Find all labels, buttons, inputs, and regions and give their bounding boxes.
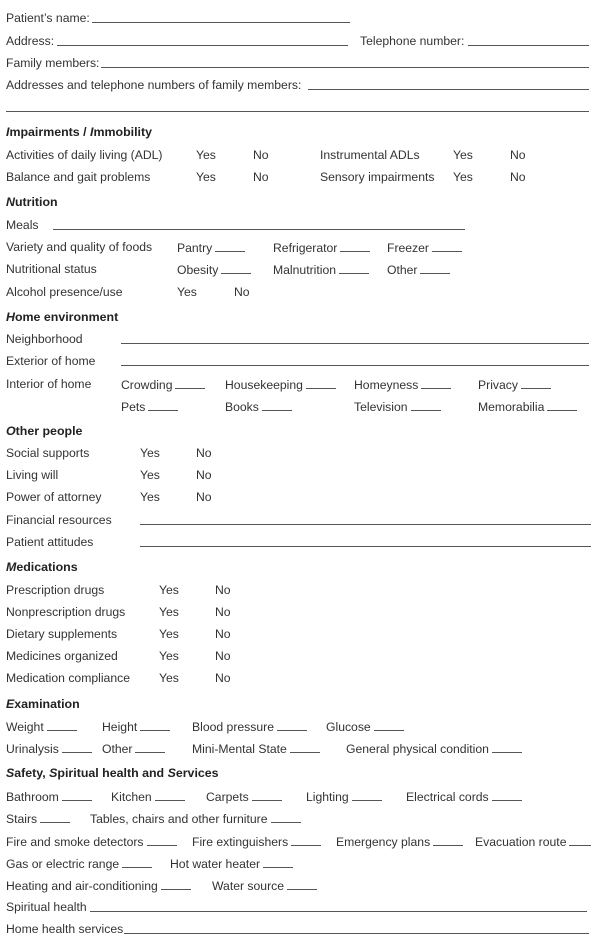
social-supports-no-option[interactable]: No (196, 446, 212, 460)
blood-pressure-item: Blood pressure (192, 719, 307, 734)
sensory-no-option[interactable]: No (510, 170, 526, 184)
range-item: Gas or electric range (6, 856, 152, 871)
balance-gait-no-option[interactable]: No (253, 170, 269, 184)
telephone-field[interactable] (468, 45, 589, 46)
power-of-attorney-label: Power of attorney (6, 490, 102, 504)
medicines-organized-label: Medicines organized (6, 649, 118, 663)
alcohol-yes-option[interactable]: Yes (177, 285, 197, 299)
adl-yes-option[interactable]: Yes (196, 148, 216, 162)
height-item: Height (102, 719, 170, 734)
nutrition-other-item: Other (387, 262, 450, 277)
general-physical-condition-blank[interactable] (492, 741, 522, 753)
malnutrition-blank[interactable] (339, 262, 369, 274)
medication-compliance-no-option[interactable]: No (215, 671, 231, 685)
prescription-drugs-yes-option[interactable]: Yes (159, 583, 179, 597)
homeyness-item: Homeyness (354, 377, 451, 392)
range-blank[interactable] (122, 856, 152, 868)
evacuation-route-item: Evacuation route (475, 834, 591, 849)
medicines-organized-yes-option[interactable]: Yes (159, 649, 179, 663)
nutritional-status-label: Nutritional status (6, 262, 97, 276)
privacy-item: Privacy (478, 377, 551, 392)
stairs-item: Stairs (6, 811, 70, 826)
nonprescription-drugs-yes-option[interactable]: Yes (159, 605, 179, 619)
spiritual-health-field[interactable] (90, 911, 587, 912)
section-nutrition-title: Nutrition (6, 195, 58, 209)
water-source-item: Water source (212, 878, 317, 893)
malnutrition-item: Malnutrition (273, 262, 369, 277)
emergency-plans-blank[interactable] (433, 834, 463, 846)
general-physical-condition-item: General physical condition (346, 741, 522, 756)
medicines-organized-no-option[interactable]: No (215, 649, 231, 663)
heating-ac-item: Heating and air-conditioning (6, 878, 191, 893)
glucose-item: Glucose (326, 719, 404, 734)
instrumental-adl-no-option[interactable]: No (510, 148, 526, 162)
lighting-item: Lighting (306, 789, 382, 804)
television-blank[interactable] (411, 399, 441, 411)
family-addresses-field[interactable] (308, 89, 589, 90)
interior-label: Interior of home (6, 377, 92, 391)
balance-gait-yes-option[interactable]: Yes (196, 170, 216, 184)
prescription-drugs-no-option[interactable]: No (215, 583, 231, 597)
family-members-label: Family members: (6, 56, 100, 70)
water-heater-blank[interactable] (263, 856, 293, 868)
height-blank[interactable] (140, 719, 170, 731)
stairs-blank[interactable] (40, 811, 70, 823)
section-other-people-title: Other people (6, 424, 83, 438)
adl-no-option[interactable]: No (253, 148, 269, 162)
dietary-supplements-no-option[interactable]: No (215, 627, 231, 641)
freezer-item: Freezer (387, 240, 462, 255)
section-medications-title: Medications (6, 560, 78, 574)
family-members-field[interactable] (101, 67, 589, 68)
variety-label: Variety and quality of foods (6, 240, 153, 254)
power-of-attorney-yes-option[interactable]: Yes (140, 490, 160, 504)
carpets-item: Carpets (206, 789, 282, 804)
living-will-label: Living will (6, 468, 59, 482)
mini-mental-state-blank[interactable] (290, 741, 320, 753)
glucose-blank[interactable] (374, 719, 404, 731)
pets-item: Pets (121, 399, 178, 414)
living-will-no-option[interactable]: No (196, 468, 212, 482)
patient-name-field[interactable] (92, 22, 350, 23)
pantry-blank[interactable] (215, 240, 245, 252)
furniture-item: Tables, chairs and other furniture (90, 811, 301, 826)
patient-attitudes-field[interactable] (140, 546, 591, 547)
weight-item: Weight (6, 719, 77, 734)
bathroom-blank[interactable] (62, 789, 92, 801)
family-addresses-field-line2[interactable] (6, 111, 589, 112)
dietary-supplements-yes-option[interactable]: Yes (159, 627, 179, 641)
heating-ac-blank[interactable] (161, 878, 191, 890)
smoke-detectors-item: Fire and smoke detectors (6, 834, 177, 849)
address-field[interactable] (57, 45, 348, 46)
alcohol-no-option[interactable]: No (234, 285, 250, 299)
living-will-yes-option[interactable]: Yes (140, 468, 160, 482)
exterior-field[interactable] (121, 365, 589, 366)
dietary-supplements-label: Dietary supplements (6, 627, 118, 641)
spiritual-health-label: Spiritual health (6, 900, 87, 914)
social-supports-label: Social supports (6, 446, 90, 460)
television-item: Television (354, 399, 441, 414)
address-label: Address: (6, 34, 55, 48)
sensory-yes-option[interactable]: Yes (453, 170, 473, 184)
refrigerator-item: Refrigerator (273, 240, 370, 255)
patient-attitudes-label: Patient attitudes (6, 535, 94, 549)
carpets-blank[interactable] (252, 789, 282, 801)
home-health-services-label: Home health services (6, 922, 124, 936)
smoke-detectors-blank[interactable] (147, 834, 177, 846)
weight-blank[interactable] (47, 719, 77, 731)
patient-name-label: Patient’s name: (6, 11, 90, 25)
exam-other-blank[interactable] (135, 741, 165, 753)
electrical-cords-item: Electrical cords (406, 789, 522, 804)
instrumental-adl-label: Instrumental ADLs (320, 148, 420, 162)
memorabilia-item: Memorabilia (478, 399, 577, 414)
alcohol-label: Alcohol presence/use (6, 285, 123, 299)
neighborhood-label: Neighborhood (6, 332, 83, 346)
nutrition-other-blank[interactable] (420, 262, 450, 274)
lighting-blank[interactable] (352, 789, 382, 801)
meals-label: Meals (6, 218, 39, 232)
section-examination-title: Examination (6, 697, 80, 711)
exterior-label: Exterior of home (6, 354, 96, 368)
water-source-blank[interactable] (287, 878, 317, 890)
housekeeping-item: Housekeeping (225, 377, 336, 392)
obesity-item: Obesity (177, 262, 251, 277)
social-supports-yes-option[interactable]: Yes (140, 446, 160, 460)
freezer-blank[interactable] (432, 240, 462, 252)
fire-extinguishers-blank[interactable] (291, 834, 321, 846)
memorabilia-blank[interactable] (547, 399, 577, 411)
instrumental-adl-yes-option[interactable]: Yes (453, 148, 473, 162)
financial-resources-label: Financial resources (6, 513, 112, 527)
financial-resources-field[interactable] (140, 524, 591, 525)
nonprescription-drugs-label: Nonprescription drugs (6, 605, 126, 619)
medication-compliance-label: Medication compliance (6, 671, 130, 685)
kitchen-item: Kitchen (111, 789, 185, 804)
urinalysis-blank[interactable] (62, 741, 92, 753)
nonprescription-drugs-no-option[interactable]: No (215, 605, 231, 619)
fire-extinguishers-item: Fire extinguishers (192, 834, 321, 849)
sensory-impairments-label: Sensory impairments (320, 170, 435, 184)
crowding-blank[interactable] (175, 377, 205, 389)
books-item: Books (225, 399, 292, 414)
privacy-blank[interactable] (521, 377, 551, 389)
water-heater-item: Hot water heater (170, 856, 293, 871)
homeyness-blank[interactable] (421, 377, 451, 389)
telephone-label: Telephone number: (360, 34, 465, 48)
mini-mental-state-item: Mini-Mental State (192, 741, 320, 756)
section-impairments-title: Impairments / Immobility (6, 125, 153, 139)
refrigerator-blank[interactable] (340, 240, 370, 252)
exam-other-item: Other (102, 741, 165, 756)
home-health-services-field[interactable] (124, 933, 589, 934)
electrical-cords-blank[interactable] (492, 789, 522, 801)
furniture-blank[interactable] (271, 811, 301, 823)
medication-compliance-yes-option[interactable]: Yes (159, 671, 179, 685)
housekeeping-blank[interactable] (306, 377, 336, 389)
neighborhood-field[interactable] (121, 343, 589, 344)
pets-blank[interactable] (148, 399, 178, 411)
meals-field[interactable] (53, 229, 465, 230)
emergency-plans-item: Emergency plans (336, 834, 463, 849)
crowding-item: Crowding (121, 377, 205, 392)
obesity-blank[interactable] (221, 262, 251, 274)
adl-label: Activities of daily living (ADL) (6, 148, 163, 162)
section-home-title: Home environment (6, 310, 119, 324)
family-addresses-label: Addresses and telephone numbers of family members: (6, 78, 302, 92)
blood-pressure-blank[interactable] (277, 719, 307, 731)
pantry-item: Pantry (177, 240, 245, 255)
section-safety-title: Safety, Spiritual health and Services (6, 766, 219, 780)
balance-gait-label: Balance and gait problems (6, 170, 151, 184)
kitchen-blank[interactable] (155, 789, 185, 801)
evacuation-route-blank[interactable] (569, 834, 591, 846)
urinalysis-item: Urinalysis (6, 741, 92, 756)
bathroom-item: Bathroom (6, 789, 92, 804)
power-of-attorney-no-option[interactable]: No (196, 490, 212, 504)
prescription-drugs-label: Prescription drugs (6, 583, 105, 597)
books-blank[interactable] (262, 399, 292, 411)
